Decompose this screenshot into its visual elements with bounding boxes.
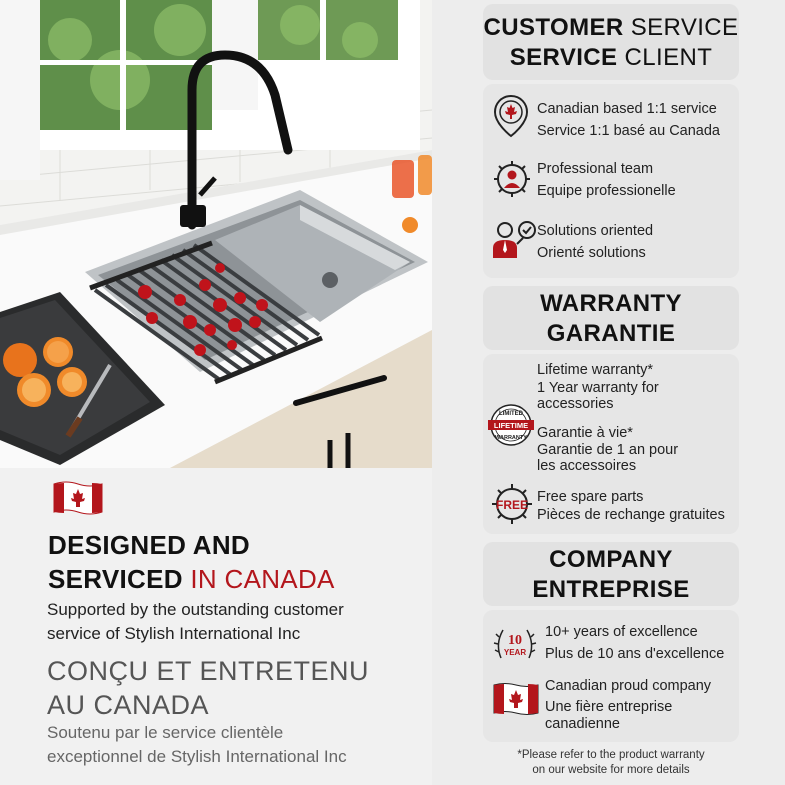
- heading-en-in-canada: IN CANADA: [190, 564, 335, 594]
- cs-item1-line2: Service 1:1 basé au Canada: [537, 123, 720, 139]
- canada-flag-icon: [52, 480, 104, 516]
- company-card: [483, 610, 739, 742]
- warranty-line6: les accessoires: [537, 458, 637, 474]
- years-line2: Plus de 10 ans d'excellence: [545, 646, 725, 662]
- company-header: [483, 542, 739, 606]
- customer-service-card: [483, 84, 739, 278]
- ten-year-laurel-icon: [493, 622, 537, 671]
- title-service-fr: SERVICE: [509, 44, 618, 71]
- spare-parts-line1: Free spare parts: [537, 489, 644, 505]
- title-client: CLIENT: [624, 44, 713, 71]
- free-gear-icon: [490, 482, 534, 531]
- proud-line3: canadienne: [545, 716, 620, 732]
- badge-lifetime-text: LIFETIME: [493, 421, 529, 430]
- customer-service-header: [483, 4, 739, 80]
- canada-location-pin-icon: [493, 94, 529, 143]
- footnote-line2: on our website for more details: [532, 764, 690, 776]
- heading-en-line1: DESIGNED AND: [48, 530, 250, 560]
- footnote-line1: *Please refer to the product warranty: [517, 749, 705, 761]
- warranty-footnote: [483, 748, 739, 778]
- solutions-person-icon: [491, 218, 537, 267]
- lifetime-warranty-badge-icon: [487, 402, 535, 453]
- warranty-card: [483, 354, 739, 534]
- team-gear-icon: [492, 159, 532, 204]
- company-title-en: COMPANY: [549, 546, 673, 573]
- warranty-header: [483, 286, 739, 350]
- badge-limited-text: LIMITED: [499, 411, 523, 417]
- warranty-line1: Lifetime warranty*: [537, 362, 654, 378]
- canada-flag-small-icon: [493, 682, 539, 721]
- heading-fr-line1: CONÇU ET ENTRETENU: [47, 656, 370, 686]
- warranty-title-en: WARRANTY: [540, 290, 682, 317]
- sub-en-line1: Supported by the outstanding customer: [47, 600, 344, 619]
- free-badge-text: FREE: [495, 498, 529, 512]
- cs-item2-line2: Equipe professionelle: [537, 183, 676, 199]
- heading-en-serviced: SERVICED: [48, 564, 183, 594]
- warranty-line4: Garantie à vie*: [537, 425, 633, 441]
- warranty-line5: Garantie de 1 an pour: [537, 442, 679, 458]
- proud-line2: Une fière entreprise: [545, 699, 673, 715]
- sub-fr-line2: exceptionnel de Stylish International Inc: [47, 747, 347, 766]
- customer-service-title-en: [483, 13, 739, 43]
- cs-item3-line1: Solutions oriented: [537, 223, 654, 239]
- heading-fr-line2: AU CANADA: [47, 690, 210, 720]
- badge-warranty-text: WARRANTY: [495, 435, 527, 441]
- years-badge-word: YEAR: [503, 648, 527, 657]
- warranty-title-fr: GARANTIE: [546, 320, 676, 347]
- cs-item3-line2: Orienté solutions: [537, 245, 646, 261]
- years-badge-number: 10: [508, 633, 522, 648]
- warranty-line2: 1 Year warranty for: [537, 380, 659, 396]
- title-service: SERVICE: [630, 14, 739, 41]
- sub-en-line2: service of Stylish International Inc: [47, 624, 301, 643]
- cs-item1-line1: Canadian based 1:1 service: [537, 101, 717, 117]
- years-line1: 10+ years of excellence: [545, 624, 698, 640]
- spare-parts-line2: Pièces de rechange gratuites: [537, 507, 725, 523]
- title-customer: CUSTOMER: [483, 14, 624, 41]
- cs-item2-line1: Professional team: [537, 161, 654, 177]
- designed-in-canada-panel: [0, 468, 432, 785]
- warranty-line3: accessories: [537, 396, 614, 412]
- product-photo: [0, 0, 432, 468]
- heading-en-line2: [48, 562, 335, 596]
- sub-fr-line1: Soutenu par le service clientèle: [47, 723, 284, 742]
- proud-line1: Canadian proud company: [545, 678, 712, 694]
- company-title-fr: ENTREPRISE: [532, 576, 690, 603]
- customer-service-title-fr: [483, 43, 739, 73]
